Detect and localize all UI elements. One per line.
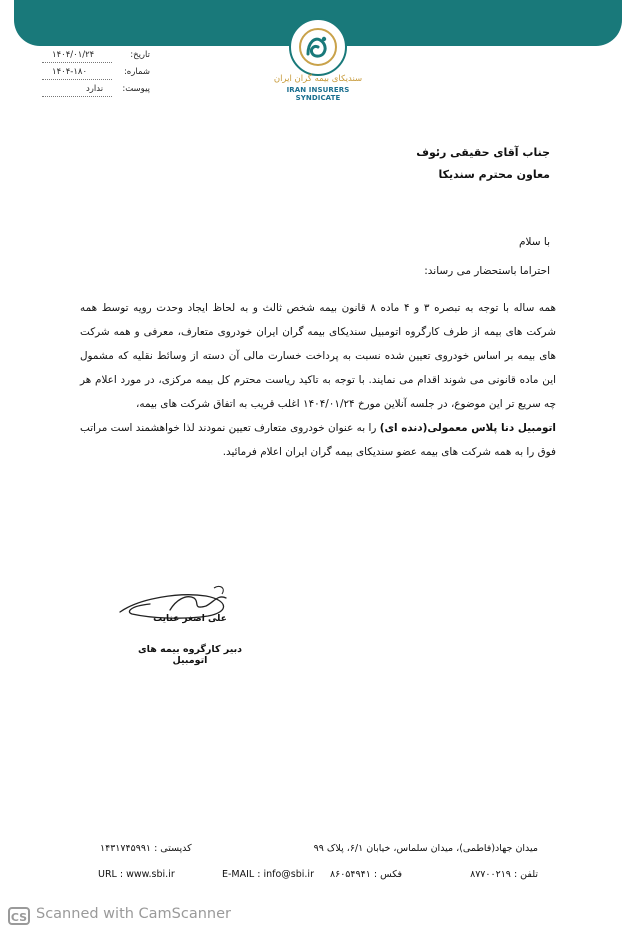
footer-address: میدان جهاد(فاطمی)، میدان سلماس، خیابان ۶/۱، پلاک ۹۹ [313, 843, 538, 854]
number-dotted-line [42, 79, 112, 80]
email-value[interactable]: info@sbi.ir [263, 869, 314, 880]
attachment-label: پیوست: [122, 84, 150, 94]
fax-label: فکس : [373, 869, 402, 880]
number-value: ۱۴۰۴-۱۸۰ [52, 67, 88, 77]
attachment-value: ندارد [86, 84, 104, 94]
phone-label: تلفن : [513, 869, 538, 880]
iran-insurers-syndicate-logo-icon [289, 18, 347, 76]
camscanner-text: Scanned with CamScanner [36, 906, 232, 922]
body-part-1: همه ساله با توجه به تبصره ۳ و ۴ ماده ۸ قانون بیمه شخص ثالث و به لحاظ ایجاد وحدت رویه توسط همه شرکت های بیمه از طرف کارگروه اتومبیل سندیکای بیمه گران ایران خودروی متعارف، معرفی و همه شرکت های بیمه بر اساس خودروی تعیین شده نسبت به پرداخت خسارت مالی آن دسته از وسائط نقلیه که مشمول این ماده قانونی می شوند اقدام می نمایند. با توجه به تاکید ریاست محترم کل بیمه مرکزی، در مورد اعلام هر چه سریع تر این موضوع، در جلسه آنلاین مورخ ۱۴۰۴/۰۱/۲۴ اغلب قریب به اتفاق شرکت های بیمه، [80, 302, 556, 410]
attachment-dotted-line [42, 96, 112, 97]
body-part-2: را به عنوان خودروی متعارف تعیین نمودند لذا خواهشمند است مراتب فوق را به همه شرکت های بیمه عضو سندیکای بیمه گران ایران اعلام فرمائید. [80, 422, 556, 458]
footer-email [222, 869, 314, 880]
body-bold-car-name: اتومبیل دنا پلاس معمولی(دنده ای) [379, 422, 556, 434]
meta-attachment [40, 84, 150, 96]
email-label: E-MAIL : [222, 869, 264, 880]
url-value[interactable]: www.sbi.ir [126, 869, 175, 880]
date-label: تاریخ: [130, 50, 150, 60]
footer-phone [470, 869, 538, 880]
letter-body [80, 296, 556, 464]
meta-number [40, 67, 150, 79]
url-label: URL : [98, 869, 127, 880]
camscanner-badge-icon: CS [8, 907, 30, 925]
date-dotted-line [42, 62, 112, 63]
recipient-title: معاون محترم سندیکا [438, 168, 550, 181]
footer-url [98, 869, 175, 880]
postal-label: کدپستی : [154, 843, 192, 854]
signatory-name: علی اصغر عنایت [153, 614, 227, 624]
org-name-fa: سندیکای بیمه گران ایران [273, 74, 363, 84]
phone-value: ۸۷۷۰۰۲۱۹ [470, 869, 511, 880]
org-name-en: IRAN INSURERS SYNDICATE [286, 86, 350, 102]
opening-line: احتراما باستحضار می رساند: [424, 265, 550, 277]
footer-fax [330, 869, 402, 880]
number-label: شماره: [123, 67, 150, 77]
signatory-title: دبیر کارگروه بیمه های اتومبیل [137, 644, 243, 666]
fax-value: ۸۶۰۵۴۹۴۱ [330, 869, 371, 880]
date-value: ۱۴۰۴/۰۱/۲۴ [52, 50, 95, 60]
footer-postal [100, 843, 192, 854]
handwritten-signature-icon [110, 580, 250, 632]
greeting: با سلام [518, 236, 550, 248]
postal-value: ۱۴۳۱۷۴۵۹۹۱ [100, 843, 152, 854]
meta-date [40, 50, 150, 62]
recipient-name: جناب آقای حقیقی رئوف [416, 146, 550, 159]
